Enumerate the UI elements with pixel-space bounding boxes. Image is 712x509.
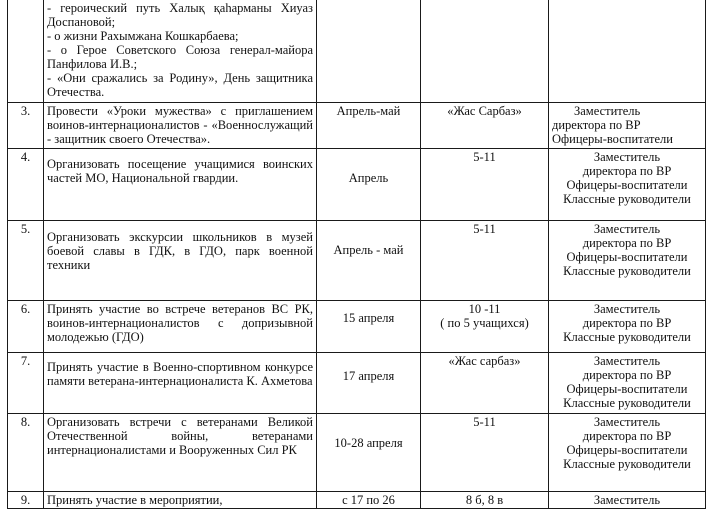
responsible-line: директора по ВР: [582, 368, 672, 382]
row-number: 7.: [8, 353, 44, 414]
activity-cell: [44, 414, 317, 492]
participants-text: ( по 5 учащихся): [440, 316, 529, 330]
responsible-line: Офицеры-воспитатели: [566, 443, 688, 457]
activity-text: Принять участие в Военно-спортивном конкурсе памяти ветерана-интернационалиста К. Ахметова: [47, 360, 313, 388]
responsible-line: Классные руководители: [563, 396, 691, 410]
participants-cell: [421, 149, 549, 221]
activity-cell: [44, 0, 317, 103]
responsible-cell: [549, 149, 706, 221]
participants-text: 5-11: [473, 415, 496, 429]
participants-text: 8 б, 8 в: [465, 493, 504, 507]
row-number: 6.: [8, 301, 44, 353]
row-number: 9.: [8, 492, 44, 509]
activity-cell: [44, 492, 317, 509]
date-cell: [317, 492, 421, 509]
participants-cell: [421, 414, 549, 492]
responsible-line: Заместитель: [593, 150, 661, 164]
responsible-line: директора по ВР: [582, 429, 672, 443]
date-text: Апрель: [348, 171, 389, 185]
participants-text: 5-11: [473, 222, 496, 236]
activity-line: - о жизни Рахымжана Кошкарбаева;: [47, 29, 239, 43]
responsible-line: Классные руководители: [563, 457, 691, 471]
date-cell: [317, 149, 421, 221]
participants-cell: [421, 221, 549, 301]
date-cell: [317, 0, 421, 103]
responsible-cell: [549, 414, 706, 492]
date-cell: [317, 221, 421, 301]
responsible-line: Классные руководители: [563, 330, 691, 344]
responsible-line: Заместитель: [593, 222, 661, 236]
row-number: 8.: [8, 414, 44, 492]
responsible-line: директора по ВР: [582, 236, 672, 250]
responsible-line: директора по ВР: [582, 316, 672, 330]
participants-text: 10 -11: [468, 302, 501, 316]
table-row: [8, 353, 706, 414]
responsible-cell: [549, 492, 706, 509]
activity-line: - «Они сражались за Родину», День защитника Отечества.: [47, 71, 313, 99]
row-number: 5.: [8, 221, 44, 301]
participants-cell: [421, 353, 549, 414]
activity-line: - героический путь Халық қаһарманы Хиуаз Доспановой;: [47, 1, 313, 29]
date-text: 17 апреля: [342, 369, 395, 383]
activity-text: Организовать экскурсии школьников в музей боевой славы в ГДК, в ГДО, парк военной техники: [47, 230, 313, 272]
date-text: 15 апреля: [342, 311, 395, 325]
table-row: [8, 301, 706, 353]
activity-text: Организовать посещение учащимися воинских частей МО, Национальной гвардии.: [47, 157, 313, 185]
activity-text: Организовать встречи с ветеранами Великой Отечественной войны, ветеранами интернационалистами и Вооруженных Сил РК: [47, 415, 313, 457]
responsible-cell: [549, 353, 706, 414]
responsible-line: Заместитель: [593, 493, 661, 507]
participants-cell: [421, 103, 549, 149]
responsible-line: Заместитель: [593, 302, 661, 316]
table-row: [8, 414, 706, 492]
responsible-cell: [549, 301, 706, 353]
responsible-line: Офицеры-воспитатели: [566, 178, 688, 192]
activity-text: Принять участие во встрече ветеранов ВС РК, воинов-интернационалистов с допризывной молодежью (ГДО): [47, 302, 313, 344]
responsible-line: Классные руководители: [563, 192, 691, 206]
activity-cell: [44, 353, 317, 414]
participants-cell: [421, 0, 549, 103]
responsible-line: Заместитель: [593, 415, 661, 429]
responsible-line: Офицеры-воспитатели: [566, 250, 688, 264]
date-text: 10-28 апреля: [334, 436, 403, 450]
responsible-line: Заместитель: [574, 104, 641, 118]
table-row: [8, 492, 706, 509]
date-cell: [317, 414, 421, 492]
date-cell: [317, 353, 421, 414]
row-number: 3.: [8, 103, 44, 149]
activity-cell: [44, 103, 317, 149]
table-row: [8, 0, 706, 103]
participants-cell: [421, 301, 549, 353]
activity-line: - о Герое Советского Союза генерал-майора Панфилова И.В.;: [47, 43, 313, 71]
date-text: с 17 по 26: [342, 493, 395, 507]
participants-text: 5-11: [473, 150, 496, 164]
row-number: [8, 0, 44, 103]
responsible-line: директора по ВР: [552, 118, 641, 132]
participants-cell: [421, 492, 549, 509]
responsible-cell: [549, 103, 706, 149]
responsible-line: директора по ВР: [582, 164, 672, 178]
responsible-line: Офицеры-воспитатели: [566, 382, 688, 396]
row-number: 4.: [8, 149, 44, 221]
table-row: [8, 103, 706, 149]
activities-table: [7, 0, 706, 509]
date-cell: [317, 301, 421, 353]
responsible-cell: [549, 221, 706, 301]
date-text: Апрель-май: [336, 104, 401, 118]
responsible-cell: [549, 0, 706, 103]
activity-cell: [44, 149, 317, 221]
date-text: Апрель - май: [333, 243, 404, 257]
table-row: [8, 221, 706, 301]
responsible-line: Классные руководители: [563, 264, 691, 278]
table-row: [8, 149, 706, 221]
activity-text: Провести «Уроки мужества» с приглашением воинов-интернационалистов - «Военнослужащий - защитник своего Отечества».: [47, 104, 313, 146]
responsible-line: Заместитель: [593, 354, 661, 368]
date-cell: [317, 103, 421, 149]
activity-cell: [44, 301, 317, 353]
activity-text: Принять участие в мероприятии,: [47, 493, 223, 507]
responsible-line: Офицеры-воспитатели: [552, 132, 673, 146]
activity-cell: [44, 221, 317, 301]
participants-text: «Жас Сарбаз»: [447, 104, 522, 118]
participants-text: «Жас сарбаз»: [448, 354, 521, 368]
